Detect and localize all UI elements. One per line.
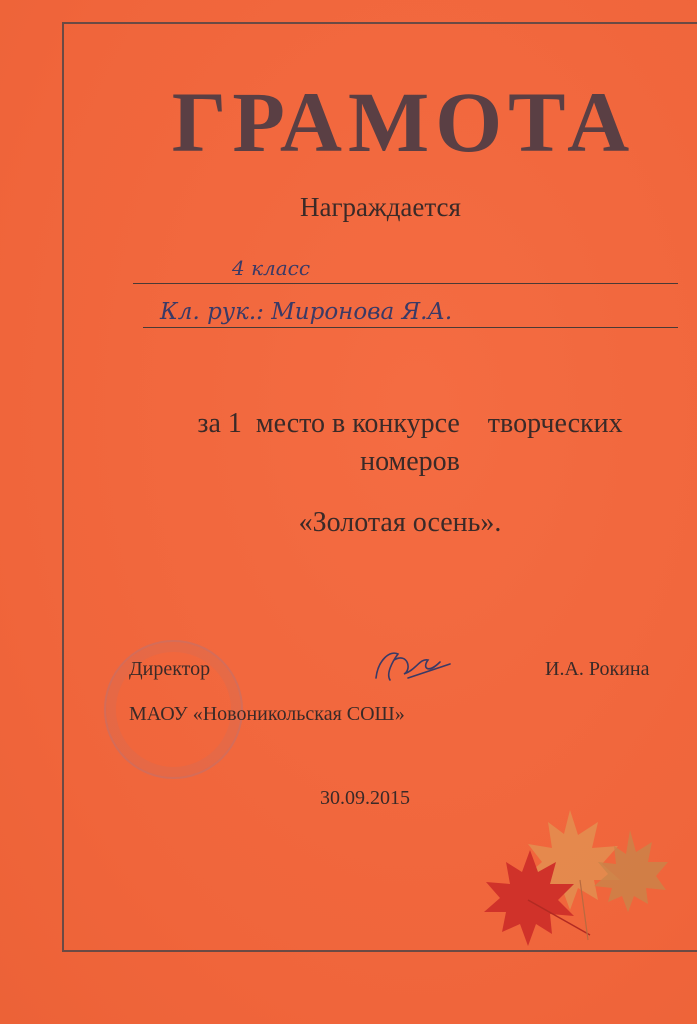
certificate-date: 30.09.2015	[320, 787, 410, 809]
director-name: И.А. Рокина	[545, 658, 650, 680]
maple-leaves	[480, 800, 680, 950]
certificate-title: ГРАМОТА	[171, 74, 636, 170]
awarded-label: Награждается	[300, 192, 461, 222]
recipient-line-1	[133, 283, 678, 284]
award-reason	[140, 405, 680, 481]
school-name: МАОУ «Новоникольская СОШ»	[129, 703, 405, 725]
contest-name: «Золотая осень».	[298, 507, 502, 538]
handwritten-signature	[368, 640, 458, 690]
award-reason-line-2: номеров	[360, 446, 460, 477]
recipient-handwriting-2: Кл. рук.: Миронова Я.А.	[160, 299, 453, 325]
recipient-line-2	[143, 327, 678, 328]
recipient-handwriting-1: 4 класс	[232, 256, 311, 280]
award-reason-line-1: за 1 место в конкурсе творческих	[197, 408, 623, 439]
director-label: Директор	[129, 658, 211, 680]
